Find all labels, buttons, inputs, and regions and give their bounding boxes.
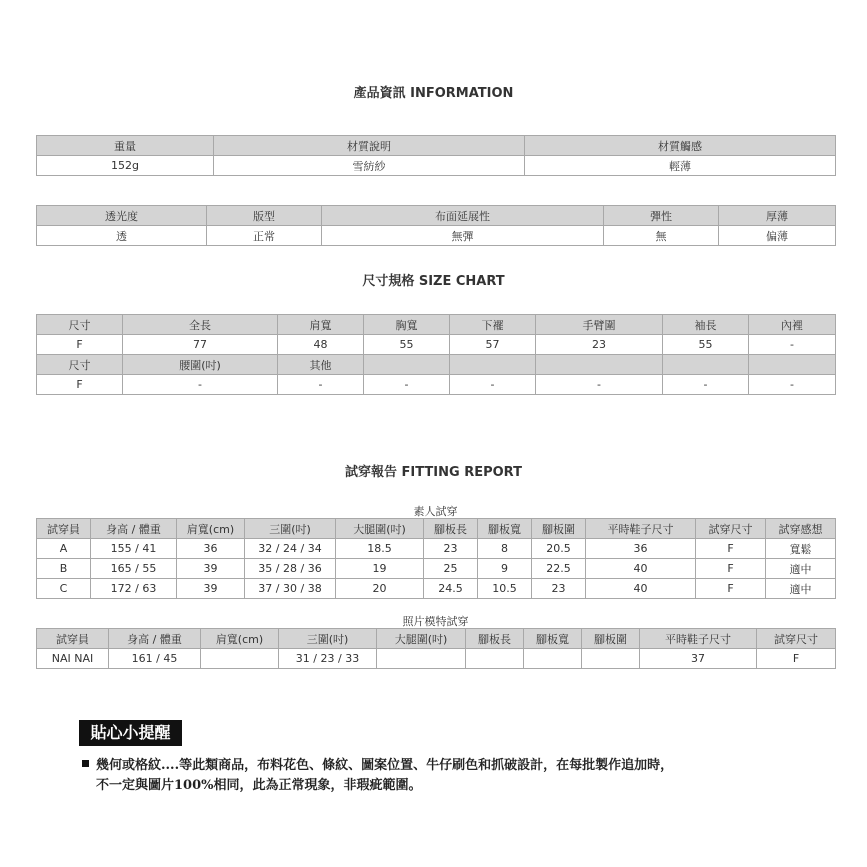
model-header: 肩寬(cm) xyxy=(201,629,279,649)
table-cell: 40 xyxy=(586,579,696,599)
property-header-opacity: 透光度 xyxy=(37,206,207,226)
table-cell: 適中 xyxy=(766,579,836,599)
table-cell: 19 xyxy=(336,559,424,579)
table-cell: F xyxy=(696,559,766,579)
amateur-header: 腳板寬 xyxy=(478,519,532,539)
size-chart-title: 尺寸規格 SIZE CHART xyxy=(362,274,505,289)
notice-line-2: 不一定與圖片100%相同，此為正常現象，非瑕疵範圍。 xyxy=(96,778,422,793)
table-cell: 172 / 63 xyxy=(91,579,177,599)
bullet-icon xyxy=(82,760,89,767)
material-header-weight: 重量 xyxy=(37,136,214,156)
model-header: 試穿員 xyxy=(37,629,109,649)
table-cell xyxy=(377,649,466,669)
table-cell: 22.5 xyxy=(532,559,586,579)
amateur-header: 腳板長 xyxy=(424,519,478,539)
material-value-desc: 雪紡紗 xyxy=(214,156,525,176)
table-cell: 20.5 xyxy=(532,539,586,559)
table-cell xyxy=(466,649,524,669)
size-header: 尺寸 xyxy=(37,315,123,335)
property-value-thickness: 偏薄 xyxy=(719,226,836,246)
table-cell: 39 xyxy=(177,559,245,579)
model-caption: 照片模特試穿 xyxy=(402,615,469,628)
size-header xyxy=(536,355,663,375)
size-header: 內裡 xyxy=(749,315,836,335)
size-value: 57 xyxy=(450,335,536,355)
fitting-report-title: 試穿報告 FITTING REPORT xyxy=(345,465,522,480)
size-header: 下襬 xyxy=(450,315,536,335)
size-header: 全長 xyxy=(123,315,278,335)
amateur-header: 平時鞋子尺寸 xyxy=(586,519,696,539)
size-header xyxy=(749,355,836,375)
property-header-elastic: 彈性 xyxy=(604,206,719,226)
tester-id: NAI NAI xyxy=(37,649,109,669)
size-value: - xyxy=(749,375,836,395)
property-value-opacity: 透 xyxy=(37,226,207,246)
model-header: 三圍(吋) xyxy=(279,629,377,649)
amateur-header: 身高 / 體重 xyxy=(91,519,177,539)
amateur-header: 試穿感想 xyxy=(766,519,836,539)
table-cell: F xyxy=(757,649,836,669)
table-cell: 36 xyxy=(177,539,245,559)
table-row xyxy=(37,649,836,669)
size-value: - xyxy=(663,375,749,395)
size-value: - xyxy=(278,375,364,395)
table-row xyxy=(37,579,836,599)
model-header: 腳板長 xyxy=(466,629,524,649)
table-cell: 23 xyxy=(424,539,478,559)
table-cell xyxy=(582,649,640,669)
amateur-fitting-table xyxy=(36,518,836,599)
info-title: 產品資訊 INFORMATION xyxy=(353,86,514,101)
table-cell: 37 xyxy=(640,649,757,669)
table-cell: 155 / 41 xyxy=(91,539,177,559)
amateur-header: 試穿員 xyxy=(37,519,91,539)
property-value-fit: 正常 xyxy=(207,226,322,246)
table-cell: 40 xyxy=(586,559,696,579)
size-header: 胸寬 xyxy=(364,315,450,335)
size-value: F xyxy=(37,375,123,395)
material-header-feel: 材質觸感 xyxy=(525,136,836,156)
size-value: - xyxy=(123,375,278,395)
property-value-elastic: 無 xyxy=(604,226,719,246)
notice-line-1: 幾何或格紋....等此類商品，布料花色、條紋、圖案位置、牛仔刷色和抓破設計，在每批製作追加時， xyxy=(96,758,674,773)
size-header: 尺寸 xyxy=(37,355,123,375)
table-cell: 31 / 23 / 33 xyxy=(279,649,377,669)
amateur-header: 三圍(吋) xyxy=(245,519,336,539)
size-chart-table xyxy=(36,314,836,395)
size-header: 袖長 xyxy=(663,315,749,335)
model-header: 試穿尺寸 xyxy=(757,629,836,649)
size-header: 肩寬 xyxy=(278,315,364,335)
table-cell xyxy=(524,649,582,669)
table-cell: 適中 xyxy=(766,559,836,579)
notice-title: 貼心小提醒 xyxy=(79,720,182,746)
tester-id: C xyxy=(37,579,91,599)
property-value-stretch: 無彈 xyxy=(322,226,604,246)
size-value: 23 xyxy=(536,335,663,355)
table-cell: 10.5 xyxy=(478,579,532,599)
size-header: 腰圍(吋) xyxy=(123,355,278,375)
size-value: - xyxy=(536,375,663,395)
table-row xyxy=(37,539,836,559)
size-header xyxy=(450,355,536,375)
size-value: - xyxy=(450,375,536,395)
table-cell: 23 xyxy=(532,579,586,599)
material-table xyxy=(36,135,836,176)
property-table xyxy=(36,205,836,246)
table-cell: 161 / 45 xyxy=(109,649,201,669)
model-header: 身高 / 體重 xyxy=(109,629,201,649)
amateur-header: 大腿圍(吋) xyxy=(336,519,424,539)
size-value: 55 xyxy=(364,335,450,355)
amateur-header: 試穿尺寸 xyxy=(696,519,766,539)
table-cell: 20 xyxy=(336,579,424,599)
amateur-header: 腳板圍 xyxy=(532,519,586,539)
table-cell: 8 xyxy=(478,539,532,559)
property-header-stretch: 布面延展性 xyxy=(322,206,604,226)
table-cell: 24.5 xyxy=(424,579,478,599)
table-cell: F xyxy=(696,579,766,599)
table-cell: F xyxy=(696,539,766,559)
amateur-caption: 素人試穿 xyxy=(413,505,458,518)
table-row xyxy=(37,559,836,579)
model-header: 平時鞋子尺寸 xyxy=(640,629,757,649)
table-cell: 39 xyxy=(177,579,245,599)
model-fitting-table xyxy=(36,628,836,669)
amateur-header: 肩寬(cm) xyxy=(177,519,245,539)
size-value: 48 xyxy=(278,335,364,355)
size-header xyxy=(663,355,749,375)
size-value: F xyxy=(37,335,123,355)
table-cell: 35 / 28 / 36 xyxy=(245,559,336,579)
property-header-thickness: 厚薄 xyxy=(719,206,836,226)
table-cell: 25 xyxy=(424,559,478,579)
model-header: 腳板寬 xyxy=(524,629,582,649)
material-value-weight: 152g xyxy=(37,156,214,176)
table-cell: 165 / 55 xyxy=(91,559,177,579)
table-cell: 寬鬆 xyxy=(766,539,836,559)
size-header: 其他 xyxy=(278,355,364,375)
model-header: 腳板圍 xyxy=(582,629,640,649)
table-cell xyxy=(201,649,279,669)
size-header: 手臂圍 xyxy=(536,315,663,335)
tester-id: B xyxy=(37,559,91,579)
material-value-feel: 輕薄 xyxy=(525,156,836,176)
table-cell: 32 / 24 / 34 xyxy=(245,539,336,559)
size-value: - xyxy=(364,375,450,395)
table-cell: 36 xyxy=(586,539,696,559)
size-value: - xyxy=(749,335,836,355)
table-cell: 37 / 30 / 38 xyxy=(245,579,336,599)
size-value: 77 xyxy=(123,335,278,355)
model-header: 大腿圍(吋) xyxy=(377,629,466,649)
table-cell: 18.5 xyxy=(336,539,424,559)
tester-id: A xyxy=(37,539,91,559)
property-header-fit: 版型 xyxy=(207,206,322,226)
size-header xyxy=(364,355,450,375)
table-cell: 9 xyxy=(478,559,532,579)
material-header-desc: 材質說明 xyxy=(214,136,525,156)
size-value: 55 xyxy=(663,335,749,355)
